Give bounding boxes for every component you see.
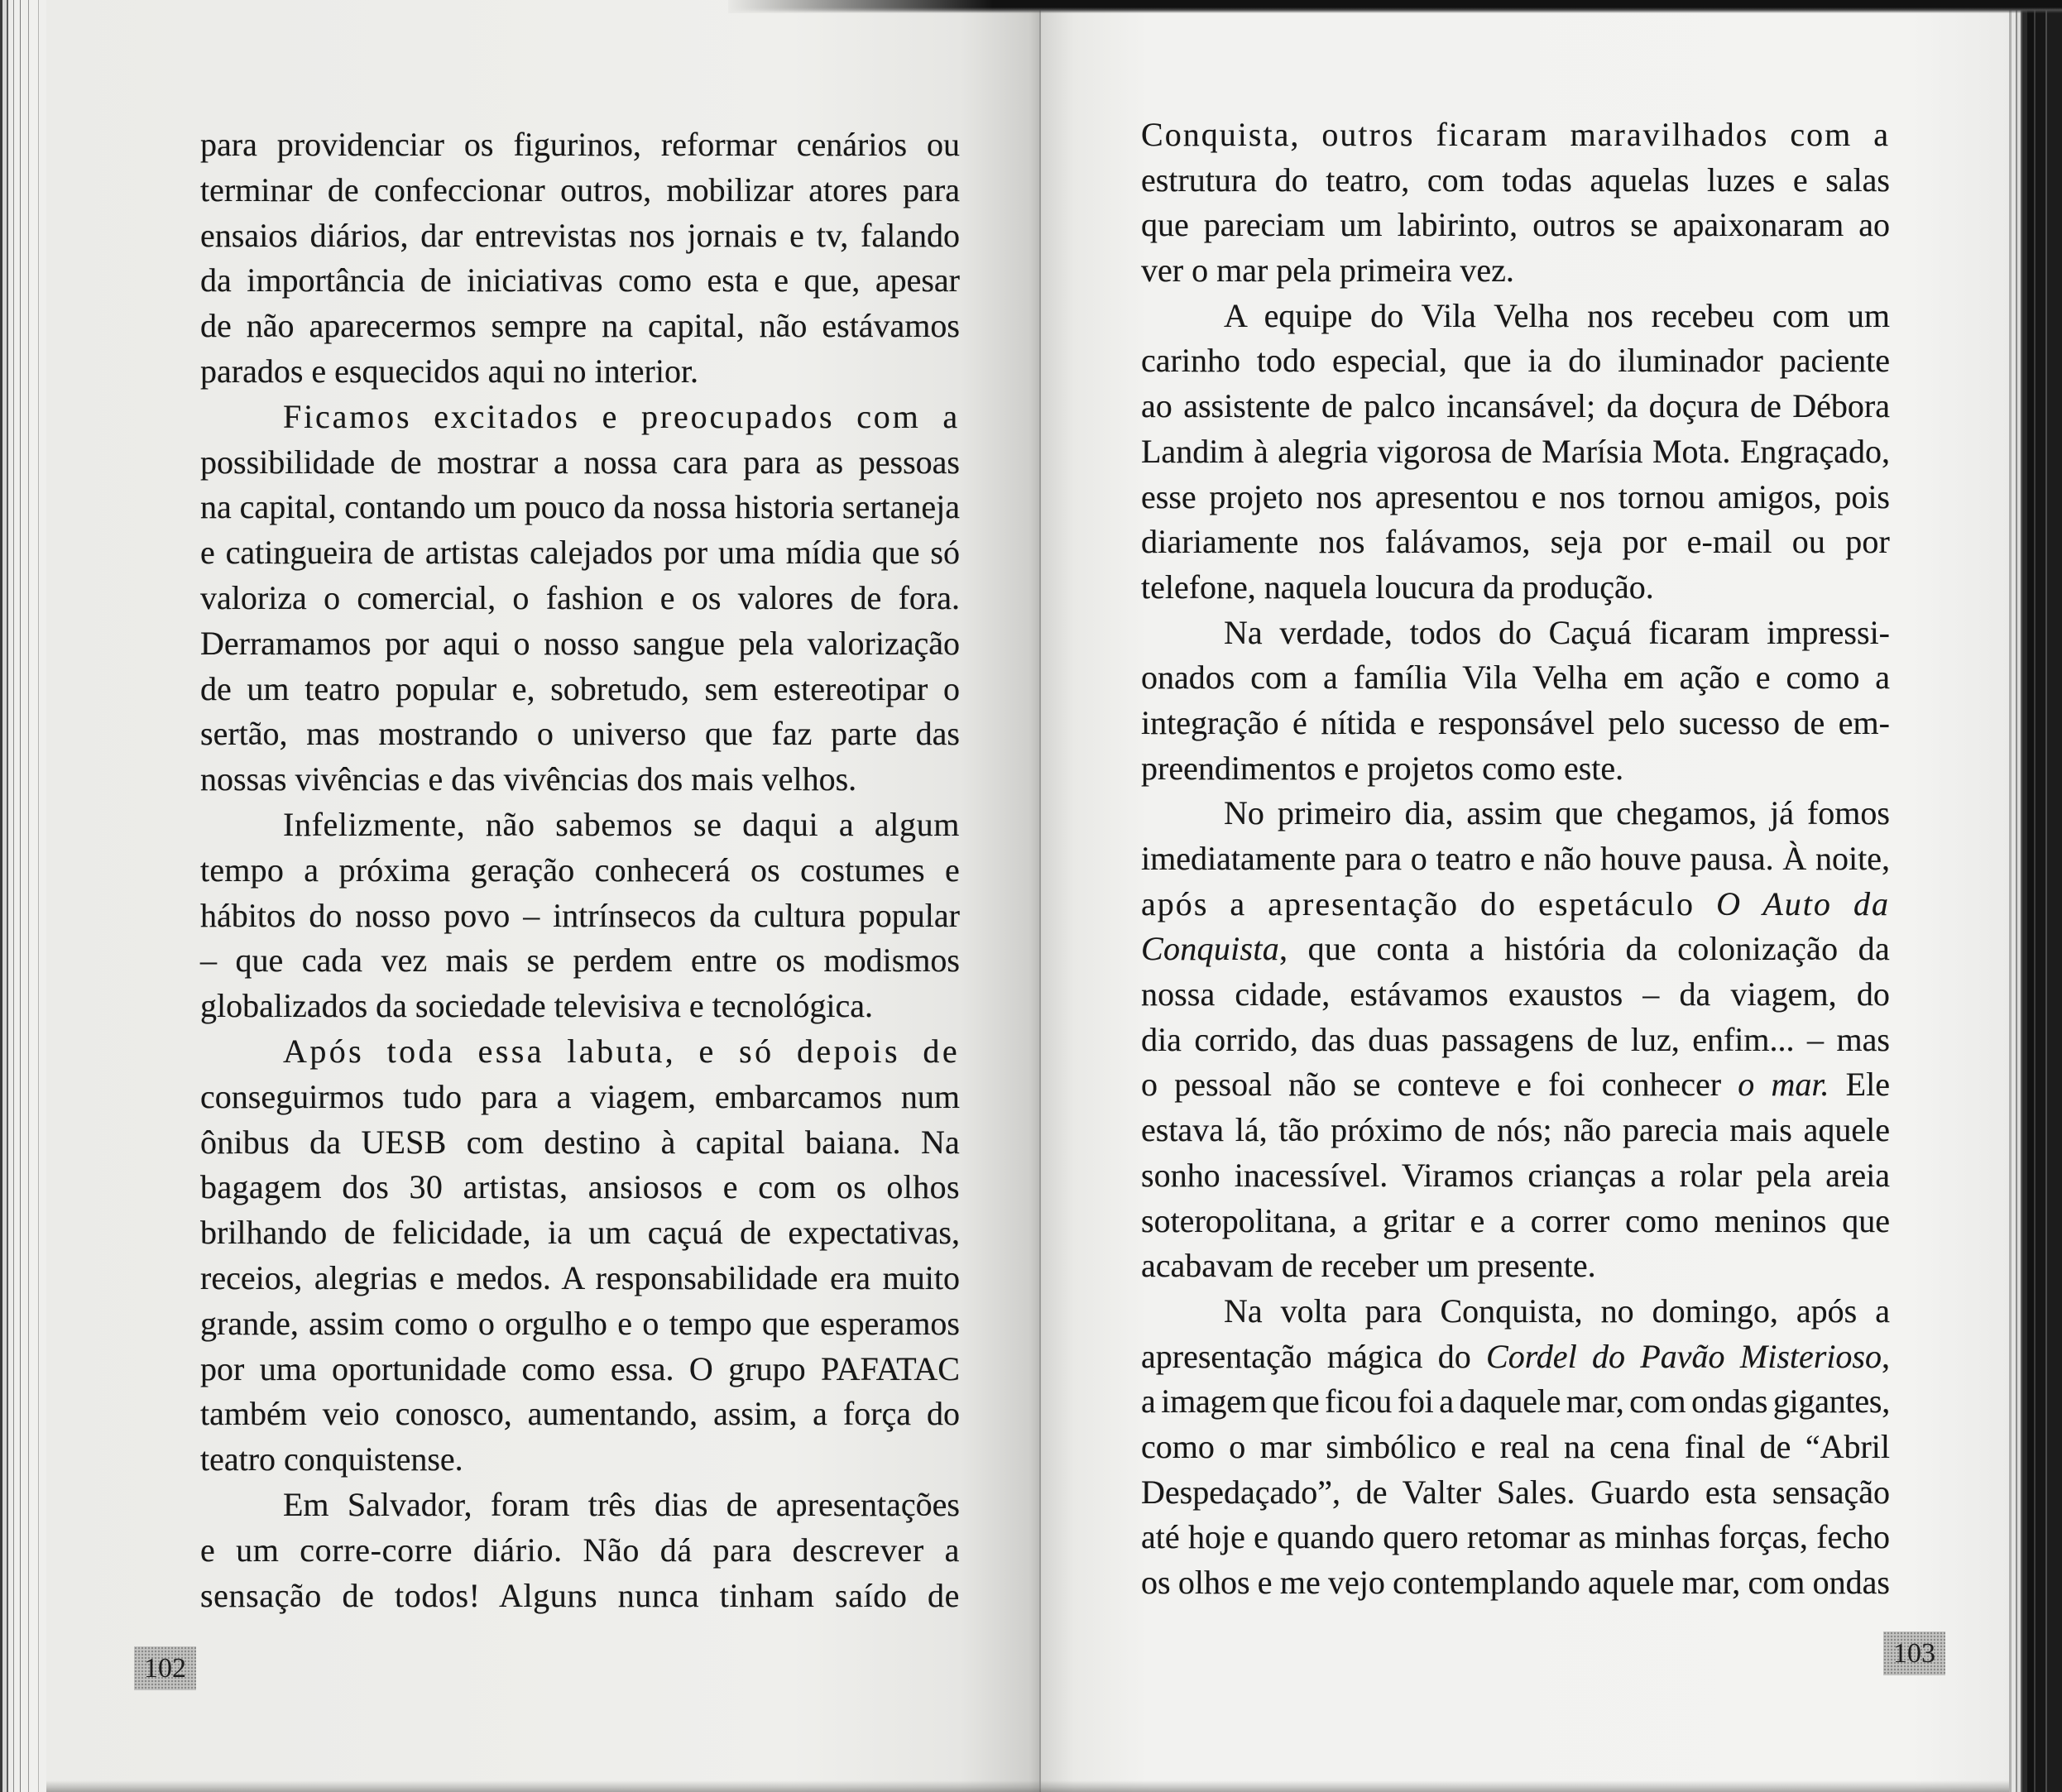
text-line (1141, 294, 1890, 339)
page-body-text-right (1141, 113, 1890, 1606)
line-text (1141, 885, 1890, 922)
line-text: nossas vivências e das vivências dos mais velhos. (200, 760, 857, 798)
text-line (1141, 1243, 1890, 1289)
line-text: sonho inacessível. Viramos crianças a rolar pela areia (1141, 1156, 1890, 1194)
line-text: Infelizmente, não sabemos se daqui a algum (283, 805, 960, 843)
line-text: hábitos do nosso povo – intrínsecos da cultura popular (200, 896, 960, 934)
line-text: grande, assim como o orgulho e o tempo que esperamos (200, 1304, 960, 1342)
text-line (200, 1437, 960, 1483)
line-text: A equipe do Vila Velha nos recebeu com um (1224, 296, 1890, 334)
line-text: na capital, contando um pouco da nossa historia sertaneja (200, 488, 960, 526)
text-segment: após a apresentação do espetáculo (1141, 884, 1717, 922)
italic-text: O Auto da (1716, 884, 1891, 922)
text-line (200, 621, 960, 667)
text-line (1141, 655, 1890, 701)
text-segment: Ele (1829, 1066, 1890, 1104)
line-text: receios, alegrias e medos. A responsabilidade era muito (200, 1258, 960, 1296)
text-line (200, 1528, 960, 1574)
text-line (1141, 1018, 1890, 1063)
text-line (1141, 1199, 1890, 1244)
text-line (1141, 836, 1890, 882)
line-text: Em Salvador, foram três dias de apresentações (283, 1485, 960, 1523)
text-line (200, 894, 960, 939)
line-text: estava lá, tão próximo de nós; não parecia mais aquele (1141, 1111, 1890, 1149)
page-number: 103 (1883, 1631, 1945, 1675)
text-line (1141, 1379, 1890, 1425)
text-line (200, 803, 960, 848)
page-number: 102 (134, 1646, 196, 1690)
line-text: soteropolitana, a gritar e a correr como meninos que (1141, 1201, 1890, 1239)
text-line (1141, 1470, 1890, 1516)
book-top-edge-shadow (728, 0, 2062, 13)
line-text: Na verdade, todos do Caçuá ficaram impressi- (1224, 613, 1890, 651)
line-text: por uma oportunidade como essa. O grupo PAFATAC (200, 1349, 960, 1387)
text-line (200, 938, 960, 984)
text-line (1141, 113, 1890, 158)
line-text: ensaios diários, dar entrevistas nos jornais e tv, falando (200, 216, 960, 254)
text-line (200, 1574, 960, 1619)
book-page-edges-left (0, 0, 46, 1792)
text-line (200, 1483, 960, 1528)
text-line (1141, 338, 1890, 384)
text-line (1141, 611, 1890, 656)
text-line (1141, 203, 1890, 248)
text-line (1141, 746, 1890, 792)
line-text: tempo a próxima geração conhecerá os costumes e (200, 850, 960, 889)
text-line (1141, 565, 1890, 611)
line-text (1141, 930, 1890, 967)
line-text: possibilidade de mostrar a nossa cara para as pessoas (200, 443, 960, 481)
line-text: acabavam de receber um presente. (1141, 1247, 1596, 1285)
line-text: No primeiro dia, assim que chegamos, já fomos (1224, 794, 1890, 832)
book-page-edges-right (2009, 0, 2062, 1792)
text-line (1141, 972, 1890, 1018)
text-segment: , (1882, 1337, 1890, 1375)
text-line (200, 1165, 960, 1210)
italic-text: Cordel do Pavão Misterioso (1486, 1337, 1882, 1375)
line-text: dia corrido, das duas passagens de luz, enfim... – mas (1141, 1020, 1890, 1058)
text-line (1141, 882, 1890, 927)
line-text: sertão, mas mostrando o universo que faz parte das (200, 715, 960, 753)
line-text: onados com a família Vila Velha em ação e como a (1141, 659, 1890, 697)
text-line (200, 168, 960, 213)
line-text: como o mar simbólico e real na cena final de “Abril (1141, 1427, 1890, 1465)
line-text: Derramamos por aqui o nosso sangue pela valorização (200, 624, 960, 662)
text-segment: o pessoal não se conteve e foi conhecer (1141, 1066, 1738, 1104)
line-text: nossa cidade, estávamos exaustos – da viagem, do (1141, 975, 1890, 1013)
book-bottom-edge-shadow (46, 1780, 2009, 1792)
text-line (200, 1029, 960, 1075)
text-line (1141, 1560, 1890, 1606)
text-line (200, 395, 960, 440)
text-segment: apresentação mágica do (1141, 1337, 1487, 1375)
line-text: telefone, naquela loucura da produção. (1141, 568, 1654, 606)
text-line (1141, 384, 1890, 429)
italic-text: Conquista (1141, 930, 1280, 968)
line-text: imediatamente para o teatro e não houve pausa. À noite, (1141, 840, 1890, 877)
text-line (200, 485, 960, 530)
text-line (200, 667, 960, 712)
text-line (1141, 701, 1890, 746)
line-text: da importância de iniciativas como esta e que, apesar (200, 261, 960, 299)
text-line (200, 1256, 960, 1301)
line-text: conseguirmos tudo para a viagem, embarcamos num (200, 1077, 960, 1115)
text-line (200, 213, 960, 259)
text-line (1141, 1108, 1890, 1153)
text-line (1141, 1153, 1890, 1199)
text-line (1141, 1515, 1890, 1560)
text-line (200, 1301, 960, 1347)
text-line (200, 757, 960, 803)
text-line (200, 1347, 960, 1392)
text-line (1141, 248, 1890, 294)
line-text: preendimentos e projetos como este. (1141, 749, 1624, 787)
line-text: também veio conosco, aumentando, assim, a força do (200, 1395, 960, 1433)
line-text: ao assistente de palco incansável; da doçura de Débora (1141, 387, 1890, 425)
line-text (1141, 1066, 1890, 1103)
text-line (200, 1210, 960, 1256)
line-text: teatro conquistense. (200, 1440, 463, 1478)
line-text: carinho todo especial, que ia do iluminador paciente (1141, 342, 1890, 380)
text-segment: , que conta a história da colonização da (1279, 930, 1890, 968)
text-line (1141, 927, 1890, 972)
line-text: e um corre-corre diário. Não dá para descrever a (200, 1531, 960, 1569)
line-text: terminar de confeccionar outros, mobilizar atores para (200, 170, 960, 208)
text-line (1141, 1425, 1890, 1470)
text-line (200, 984, 960, 1029)
text-line (1141, 1289, 1890, 1334)
text-line (200, 712, 960, 757)
text-line (200, 258, 960, 304)
text-line (200, 576, 960, 621)
text-line (200, 440, 960, 486)
line-text: valoriza o comercial, o fashion e os valores de fora. (200, 578, 960, 616)
line-text: esse projeto nos apresentou e nos tornou amigos, pois (1141, 477, 1890, 515)
text-line (1141, 1062, 1890, 1108)
line-text: para providenciar os figurinos, reformar cenários ou (200, 126, 960, 163)
line-text: bagagem dos 30 artistas, ansiosos e com os olhos (200, 1168, 960, 1206)
line-text: até hoje e quando quero retomar as minhas forças, fecho (1141, 1518, 1890, 1556)
line-text: ônibus da UESB com destino à capital baiana. Na (200, 1123, 960, 1161)
text-line (200, 349, 960, 395)
line-text: que pareciam um labirinto, outros se apaixonaram ao (1141, 206, 1890, 244)
line-text: sensação de todos! Alguns nunca tinham saído de (200, 1576, 960, 1614)
line-text: Despedaçado”, de Valter Sales. Guardo esta sensação (1141, 1473, 1890, 1511)
line-text: de um teatro popular e, sobretudo, sem estereotipar o (200, 669, 960, 707)
line-text: diariamente nos falávamos, seja por e-mail ou por (1141, 523, 1890, 561)
text-line (1141, 791, 1890, 836)
line-text: globalizados da sociedade televisiva e tecnológica. (200, 987, 874, 1025)
italic-text: o mar. (1738, 1066, 1829, 1104)
line-text: Conquista, outros ficaram maravilhados com a (1141, 116, 1890, 153)
text-line (200, 122, 960, 168)
line-text: Ficamos excitados e preocupados com a (283, 397, 960, 435)
line-text: e catingueira de artistas calejados por uma mídia que só (200, 534, 960, 572)
line-text: estrutura do teatro, com todas aquelas luzes e salas (1141, 161, 1890, 199)
text-line (1141, 1334, 1890, 1380)
text-line (200, 1120, 960, 1166)
line-text: ver o mar pela primeira vez. (1141, 252, 1514, 290)
line-text (1141, 1338, 1890, 1375)
text-line (1141, 158, 1890, 204)
line-text: os olhos e me vejo contemplando aquele mar, com ondas (1141, 1564, 1891, 1601)
line-text: integração é nítida e responsável pelo sucesso de em- (1141, 703, 1890, 741)
line-text: a imagem que ficou foi a daquele mar, com ondas gigantes, (1141, 1382, 1890, 1421)
text-line (200, 1392, 960, 1437)
text-line (200, 530, 960, 576)
line-text: Na volta para Conquista, no domingo, após a (1224, 1291, 1890, 1330)
text-line (1141, 429, 1890, 475)
text-line (1141, 520, 1890, 565)
text-line (200, 848, 960, 894)
text-line (200, 1075, 960, 1120)
text-line (200, 304, 960, 349)
line-text: – que cada vez mais se perdem entre os modismos (200, 942, 960, 980)
page-body-text-left (200, 122, 960, 1618)
line-text: Landim à alegria vigorosa de Marísia Mota. Engraçado, (1141, 432, 1890, 470)
line-text: Após toda essa labuta, e só depois de (283, 1032, 960, 1070)
line-text: de não aparecermos sempre na capital, não estávamos (200, 307, 960, 345)
line-text: parados e esquecidos aqui no interior. (200, 352, 699, 390)
text-line (1141, 475, 1890, 520)
line-text: brilhando de felicidade, ia um caçuá de expectativas, (200, 1214, 960, 1252)
